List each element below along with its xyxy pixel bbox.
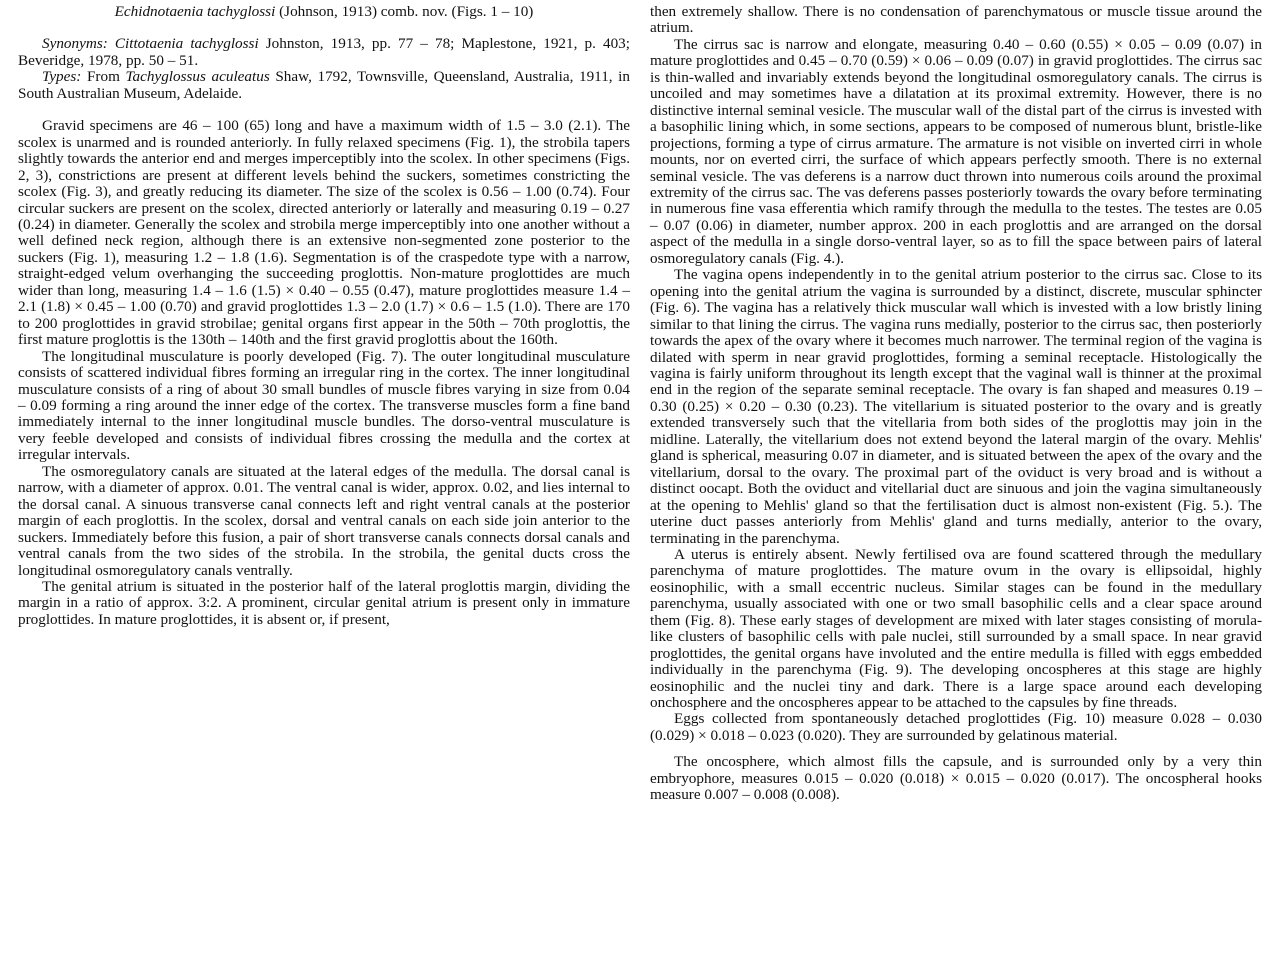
types-label: Types: <box>42 68 82 86</box>
species-heading <box>18 4 630 20</box>
synonyms <box>18 36 630 69</box>
heading-rest: (Johnson, 1913) comb. nov. (Figs. 1 – 10) <box>275 3 534 20</box>
paragraph: A uterus is entirely absent. Newly fertilised ova are found scattered through the medullary parenchyma of mature proglottides. The mature ovum in the ovary is ellipsoidal, highly eosinophilic, with a small eccentric nucleus. Similar stages can be found in the medullary parenchyma, usually associated with one or two small basophilic cells and a clear space around them (Fig. 8). These early stages of development are mixed with later stages consisting of morula-like clusters of basophilic cells with pale nuclei, still surrounded by a small space. In near gravid proglottides, the genital organs have involuted and the entire medulla is filled with eggs embedded individually in the parenchyma (Fig. 9). The developing oncospheres at this stage are highly eosinophilic and the nuclei tiny and dark. There is a large space around each developing onchosphere and the oncospheres appear to be attached to the capsules by fine threads. <box>650 545 1262 712</box>
paragraph: The oncosphere, which almost fills the capsule, and is surrounded only by a very thin embryophore, measures 0.015 – 0.020 (0.018) × 0.015 – 0.020 (0.017). The oncospheral hooks measure 0.007 – 0.008 (0.008). <box>650 753 1262 804</box>
right-column <box>650 4 1262 804</box>
types-pre: From <box>81 68 126 86</box>
synonyms-text: Johnston, 1913, pp. 77 – 78; Maplestone, 1921, p. 403; Beveridge, 1978, pp. 50 – 51. <box>18 35 630 69</box>
species-name: Echidnotaenia tachyglossi <box>114 3 276 20</box>
paragraph: The osmoregulatory canals are situated at the lateral edges of the medulla. The dorsal canal is narrow, with a diameter of approx. 0.01. The ventral canal is wider, approx. 0.02, and lies internal to the dorsal canal. A sinuous transverse canal connects left and right ventral canals at the posterior margin of each proglottis. In the scolex, dorsal and ventral canals on each side join anterior to the suckers. Immediately before this fusion, a pair of short transverse canals connects dorsal canals and ventral canals from the two sides of the strobila. In the strobila, the genital ducts cross the longitudinal osmoregulatory canals ventrally. <box>18 462 630 579</box>
paragraph: Gravid specimens are 46 – 100 (65) long and have a maximum width of 1.5 – 3.0 (2.1). The scolex is unarmed and is rounded anteriorly. In fully relaxed specimens (Fig. 1), the strobila tapers slightly towards the anterior end and merges imperceptibly into the scolex. In other specimens (Figs. 2, 3), constrictions are present at different levels behind the suckers, sometimes constricting the scolex (Fig. 3), and greatly reducing its diameter. The size of the scolex is 0.56 – 1.00 (0.74). Four circular suckers are present on the scolex, directed anteriorly or laterally and measuring 0.19 – 0.27 (0.24) in diameter. Generally the scolex and strobila merge imperceptibly into one another without a well defined neck region, although there is an extensive non-segmented zone posterior to the suckers (Fig. 1), measuring 1.2 – 1.8 (1.6). Segmentation is of the craspedote type with a narrow, straight-edged velum overhanging the succeeding proglottis. Non-mature proglottides are much wider than long, measuring 1.4 – 1.6 (1.5) × 0.40 – 0.55 (0.47), mature proglottides measure 1.4 – 2.1 (1.8) × 0.45 – 1.00 (0.70) and gravid proglottides 1.3 – 2.0 (1.7) × 0.6 – 1.5 (1.0). There are 170 to 200 proglottides in gravid strobilae; genital organs first appear in the 50th – 70th proglottis, the first mature proglottis is the 130th – 140th and the first gravid proglottis about the 160th. <box>18 117 630 349</box>
types-text: Shaw, 1792, Townsville, Queensland, Australia, 1911, in South Australian Museum, Adelaide. <box>18 68 630 102</box>
paragraph: The cirrus sac is narrow and elongate, measuring 0.40 – 0.60 (0.55) × 0.05 – 0.09 (0.07) in mature proglottides and 0.45 – 0.70 (0.59) × 0.06 – 0.09 (0.07) in gravid proglottides. The cirrus sac is thin-walled and invariably extends beyond the longitudinal osmoregulatory canals. The cirrus is uncoiled and may sometimes have a dilatation at its proximal extremity. However, there is no distinctive internal seminal vesicle. The muscular wall of the distal part of the cirrus is invested with a basophilic lining which, in some sections, appears to be composed of numerous blunt, bristle-like projections, forming a type of cirrus armature. The armature is not visible on inverted cirri in whole mounts, nor on everted cirri, the surface of which appears perfectly smooth. There is no external seminal vesicle. The vas deferens is a narrow duct thrown into numerous coils around the proximal extremity of the cirrus sac. The vas deferens passes posteriorly towards the ovary before terminating in numerous fine vasa efferentia which ramify through the medulla to the testes. The testes are 0.05 – 0.07 (0.06) in diameter, number approx. 200 in each proglottis and are arranged on the dorsal aspect of the medulla in a single dorso-ventral layer, so as to fill the space between pairs of lateral osmoregulatory canals (Fig. 4.). <box>650 35 1262 267</box>
host-species: Tachyglossus aculeatus <box>125 68 270 86</box>
paragraph-continuation: then extremely shallow. There is no condensation of parenchymatous or muscle tissue around the atrium. <box>650 3 1262 37</box>
paragraph: The longitudinal musculature is poorly developed (Fig. 7). The outer longitudinal musculature consists of scattered individual fibres forming an irregular ring in the cortex. The inner longitudinal musculature consists of a ring of about 30 small bundles of muscle fibres varying in size from 0.04 – 0.09 forming a ring around the inner edge of the cortex. The transverse muscles form a fine band immediately internal to the inner longitudinal muscle bundles. The dorso-ventral musculature is very feeble developed and consists of individual fibres crossing the medulla and the cortex at irregular intervals. <box>18 347 630 464</box>
synonyms-label: Synonyms: <box>42 35 108 53</box>
paragraph: The genital atrium is situated in the posterior half of the lateral proglottis margin, dividing the margin in a ratio of approx. 3:2. A prominent, circular genital atrium is present only in immature proglottides. In mature proglottides, it is absent or, if present, <box>18 577 630 628</box>
paragraph: The vagina opens independently in to the genital atrium posterior to the cirrus sac. Close to its opening into the genital atrium the vagina is surrounded by a distinct, discrete, muscular sphincter (Fig. 6). The vagina has a relatively thick muscular wall which is invested with a low bristly lining similar to that lining the cirrus. The vagina runs medially, posterior to the cirrus sac, then posteriorly towards the apex of the ovary where it becomes much narrower. The terminal region of the vagina is dilated with sperm in near gravid proglottides, forming a seminal receptacle. Histologically the vagina is fairly uniform throughout its length except that the vaginal wall is thinner at the proximal end in the region of the separate seminal receptacle. The ovary is fan shaped and measures 0.19 – 0.30 (0.25) × 0.20 – 0.30 (0.23). The vitellarium is situated posterior to the ovary and is greatly extended transversely such that the vitellaria from both sides of the proglottis may join in the midline. Laterally, the vitellarium does not extend beyond the lateral margin of the ovary. Mehlis' gland is spherical, measuring 0.07 in diameter, and is situated between the apex of the ovary and the vitellarium, dorsal to the ovary. The proximal part of the oviduct is very broad and is without a distinct oocapt. Both the oviduct and vitellarial duct are sinuous and join the vagina simultaneously at the opening to Mehlis' gland so that the fertilisation duct is almost non-existent (Fig. 5.). The uterine duct passes anteriorly from Mehlis' gland and turns medially, anterior to the ovary, terminating in the parenchyma. <box>650 266 1262 547</box>
left-column <box>18 4 630 628</box>
paragraph: Eggs collected from spontaneously detached proglottides (Fig. 10) measure 0.028 – 0.030 (0.029) × 0.018 – 0.023 (0.020). They are surrounded by gelatinous material. <box>650 710 1262 744</box>
synonym-species: Cittotaenia tachyglossi <box>107 35 259 53</box>
types <box>18 69 630 102</box>
